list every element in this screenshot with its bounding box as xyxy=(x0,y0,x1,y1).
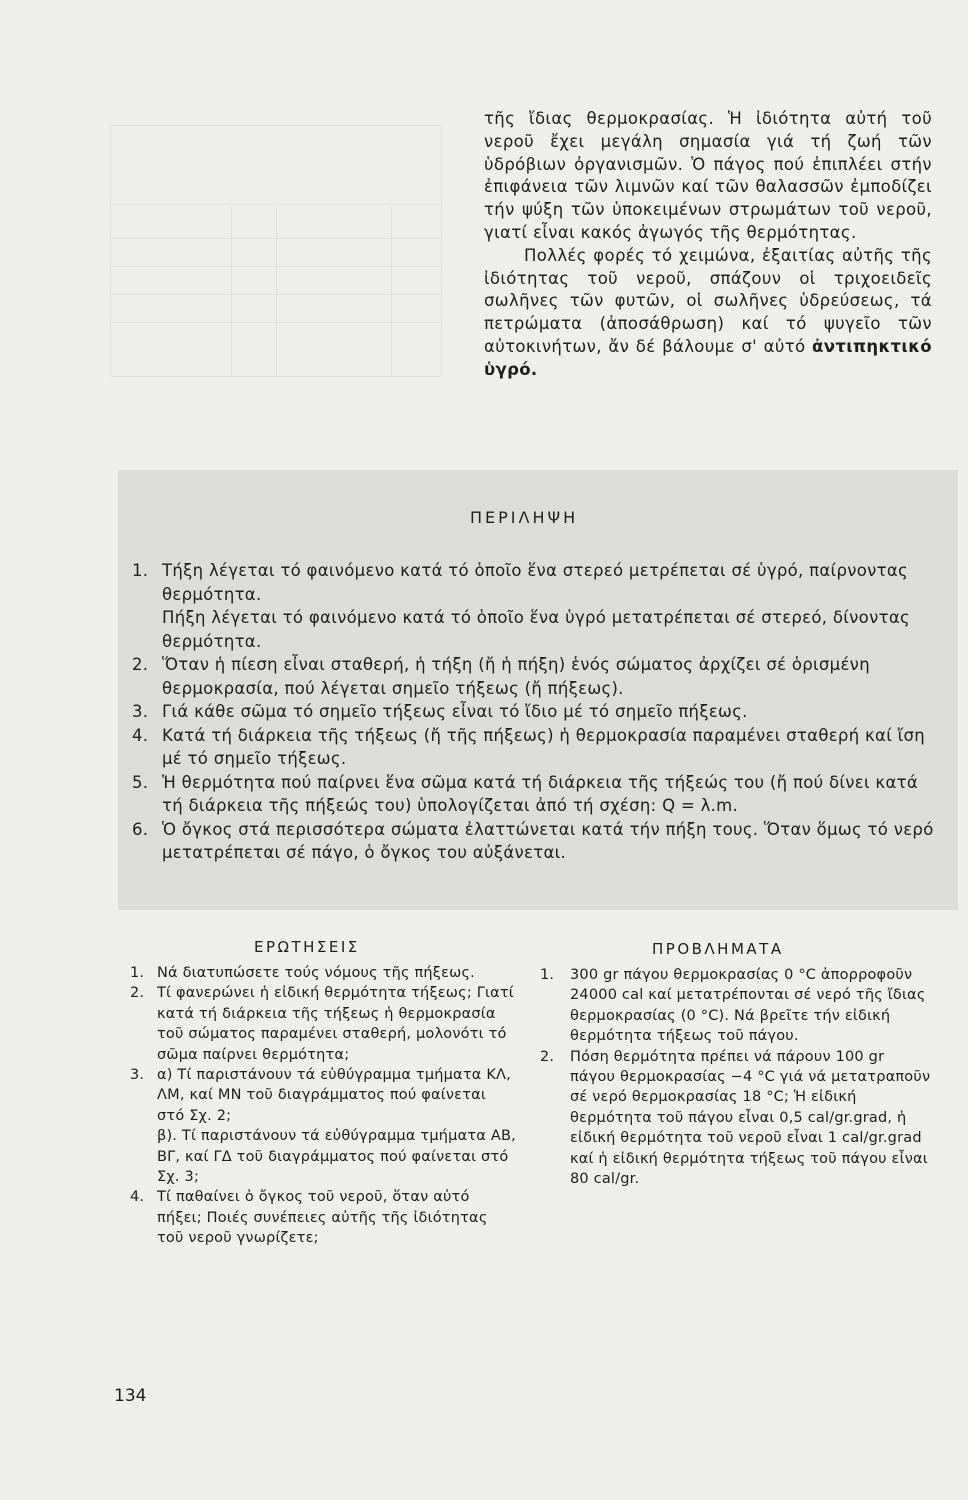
question-text: Νά διατυπώσετε τούς νόμους τῆς πήξεως. xyxy=(157,965,475,981)
paragraph-continuation: τῆς ἴδιας θερμοκρασίας. Ἡ ἰδιότητα αὐτή τοῦ νεροῦ ἔχει μεγάλη σημασία γιά τή ζωή τῶν ὑδρόβιων ὀργανισμῶν. Ὁ πάγος πού ἐπιπλέει στήν ἐπιφάνεια τῶν λιμνῶν καί τῶν θαλασσῶν ἐμποδίζει τήν ψύξη τῶν ὑποκειμένων στρωμάτων τοῦ νεροῦ, γιατί εἶναι κακός ἀγωγός τῆς θερμότητας. xyxy=(484,109,932,242)
problems-list xyxy=(540,965,932,1189)
problem-text: Πόση θερμότητα πρέπει νά πάρουν 100 gr πάγου θερμοκρασίας −4 °C γιά νά μετατραποῦν σέ νερό θερμοκρασίας 18 °C; Ἡ εἰδική θερμότητα τοῦ πάγου εἶναι 0,5 cal/gr.grad, ἡ εἰδική θερμότητα τοῦ νεροῦ εἶναι 1 cal/gr.grad καί ἡ εἰδική θερμότητα τήξεως τοῦ πάγου εἶναι 80 cal/gr. xyxy=(570,1048,931,1188)
question-item xyxy=(130,983,518,1065)
paragraph-antifreeze-text: Πολλές φορές τό χειμώνα, ἐξαιτίας αὐτῆς τῆς ἰδιότητας τοῦ νεροῦ, σπάζουν οἱ τριχοειδεῖς σωλῆνες τῶν φυτῶν, οἱ σωλῆνες ὑδρεύσεως, τά πετρώματα (ἀποσάθρωση) καί τό ψυγεῖο τῶν αὐτοκινήτων, ἄν δέ βάλουμε σ' αὐτό xyxy=(484,245,932,356)
question-item xyxy=(130,963,518,983)
question-item xyxy=(130,1187,518,1248)
summary-item-number: 5. xyxy=(132,772,149,792)
summary-item-text: Πήξη λέγεται τό φαινόμενο κατά τό ὁποῖο ἕνα ὑγρό μετατρέπεται σέ στερεό, δίνοντας θερμότητα. xyxy=(162,608,910,651)
problem-number: 1. xyxy=(540,967,555,983)
summary-item xyxy=(130,771,940,818)
summary-item xyxy=(130,818,940,865)
question-text: Τί παθαίνει ὁ ὄγκος τοῦ νεροῦ, ὅταν αὐτό πήξει; Ποιές συνέπειες αὐτῆς τῆς ἰδιότητας τοῦ νεροῦ γνωρίζετε; xyxy=(157,1189,488,1247)
bold-term: ἀντιπηκτικό ὑγρό. xyxy=(484,336,932,379)
page-number: 134 xyxy=(114,1386,147,1406)
problem-text: 300 gr πάγου θερμοκρασίας 0 °C ἀπορροφοῦν 24000 cal καί μετατρέπονται σέ νερό τῆς ἴδιας θερμοκρασίας (0 °C). Νά βρεῖτε τήν εἰδική θερμότητα τήξεως τοῦ πάγου. xyxy=(570,967,926,1045)
question-number: 3. xyxy=(130,1067,145,1084)
question-part-b: β). Τί παριστάνουν τά εὐθύγραμμα τμήματα ΑΒ, ΒΓ, καί ΓΔ τοῦ διαγράμματος πού φαίνεται στό Σχ. 3; xyxy=(157,1128,516,1186)
paragraph-antifreeze xyxy=(484,245,932,382)
summary-item-number: 2. xyxy=(132,655,149,674)
summary-item-text: Τήξη λέγεται τό φαινόμενο κατά τό ὁποῖο ἕνα στερεό μετρέπεται σέ ὑγρό, παίρνοντας θερμότητα. xyxy=(162,561,909,604)
top-text-block xyxy=(484,108,932,382)
summary-item xyxy=(130,653,940,700)
bleed-through-table xyxy=(110,125,442,377)
summary-item-text: Γιά κάθε σῶμα τό σημεῖο τήξεως εἶναι τό ἴδιο μέ τό σημεῖο πήξεως. xyxy=(162,702,748,721)
summary-item-text: Κατά τή διάρκεια τῆς τήξεως (ἤ τῆς πήξεως) ἡ θερμοκρασία παραμένει σταθερή καί ἴση μέ τό σημεῖο τήξεως. xyxy=(162,725,926,768)
summary-item xyxy=(130,559,940,653)
questions-title: ΕΡΩΤΗΣΕΙΣ xyxy=(254,938,360,956)
problem-item xyxy=(540,1047,932,1190)
summary-item xyxy=(130,700,940,724)
summary-item-number: 3. xyxy=(132,702,149,721)
summary-item-text: Ἡ θερμότητα πού παίρνει ἕνα σῶμα κατά τή διάρκεια τῆς τήξεώς του (ἤ πού δίνει κατά τή διάρκεια τῆς πήξεώς του) ὑπολογίζεται ἀπό τή σχέση: Q = λ.m. xyxy=(162,772,919,815)
summary-item-text: Ὁ ὄγκος στά περισσότερα σώματα ἐλαττώνεται κατά τήν πήξη τους. Ὅταν ὅμως τό νερό μετατρέπεται σέ πάγο, ὁ ὄγκος του αὐξάνεται. xyxy=(162,819,934,862)
summary-item xyxy=(130,724,940,771)
question-part-a: α) Τί παριστάνουν τά εὐθύγραμμα τμήματα ΚΛ, ΛΜ, καί ΜΝ τοῦ διαγράμματος πού φαίνεται στό Σχ. 2; xyxy=(157,1067,511,1124)
summary-item-number: 4. xyxy=(132,725,149,745)
question-number: 4. xyxy=(130,1189,145,1206)
problem-item xyxy=(540,965,932,1047)
question-text: Τί φανερώνει ἡ εἰδική θερμότητα τήξεως; Γιατί κατά τή διάρκεια τῆς τήξεως ἡ θερμοκρασία τοῦ σώματος παραμένει σταθερή, μολονότι τό σῶμα παίρνει θερμότητα; xyxy=(157,985,514,1063)
summary-item-number: 6. xyxy=(132,819,149,839)
question-number: 1. xyxy=(130,965,145,981)
problem-number: 2. xyxy=(540,1048,555,1065)
question-number: 2. xyxy=(130,985,145,1002)
summary-item-text: Ὅταν ἡ πίεση εἶναι σταθερή, ἡ τήξη (ἤ ἡ πήξη) ἑνός σώματος ἀρχίζει σέ ὁρισμένη θερμοκρασία, πού λέγεται σημεῖο τήξεως (ἤ πήξεως). xyxy=(162,655,870,698)
questions-list xyxy=(130,963,518,1249)
summary-item-number: 1. xyxy=(132,561,149,580)
summary-title: ΠΕΡΙΛΗΨΗ xyxy=(470,508,579,527)
problems-title: ΠΡΟΒΛΗΜΑΤΑ xyxy=(652,940,784,958)
summary-list xyxy=(130,559,940,865)
question-item xyxy=(130,1065,518,1187)
